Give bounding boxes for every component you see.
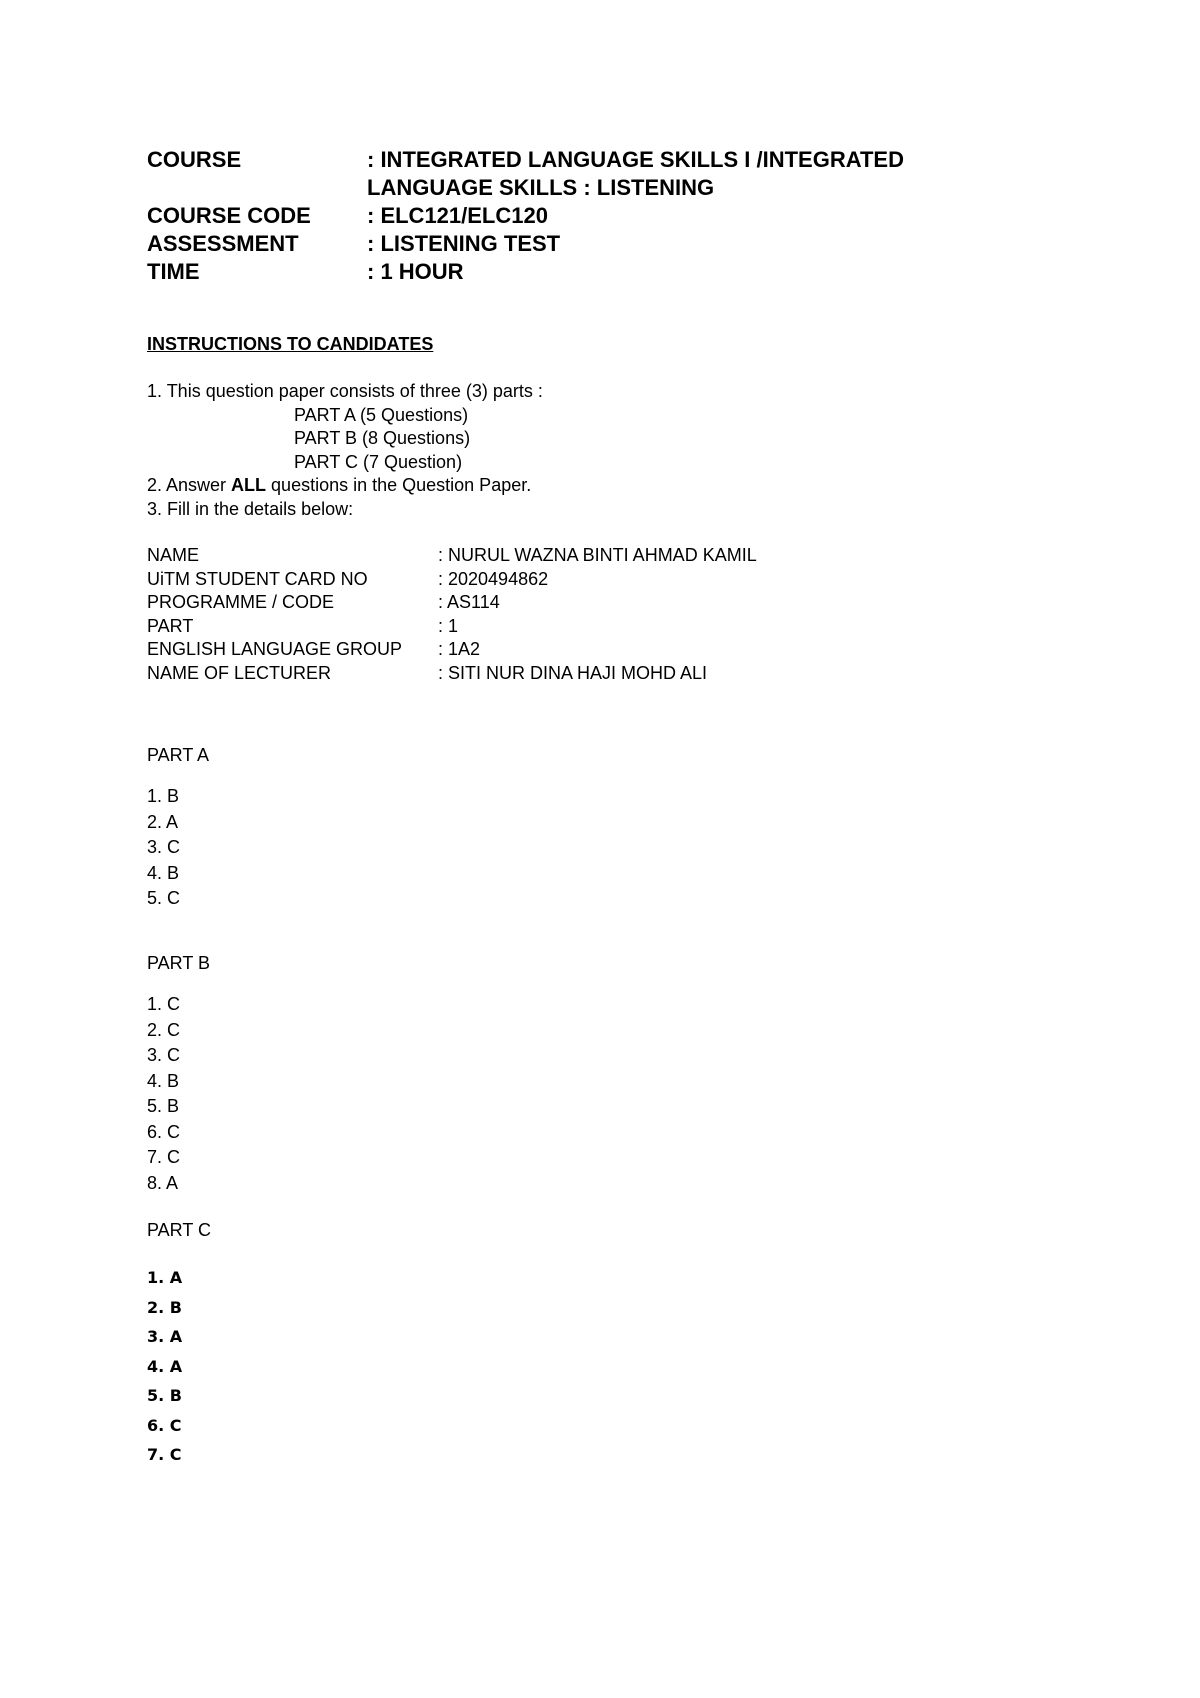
assessment-value: : LISTENING TEST bbox=[367, 231, 561, 256]
answer-item: 4. B bbox=[147, 1070, 180, 1091]
instruction-item-3: 3. Fill in the details below: bbox=[147, 498, 354, 519]
detail-label-part: PART bbox=[147, 615, 194, 636]
detail-label-lecturer: NAME OF LECTURER bbox=[147, 662, 332, 683]
answer-item: 3. C bbox=[147, 1045, 181, 1065]
detail-value-programme: : AS114 bbox=[438, 592, 500, 612]
part-a-answers bbox=[147, 784, 180, 912]
answer-item: 2. B bbox=[147, 1297, 182, 1317]
answer-item: 5. B bbox=[147, 1386, 182, 1405]
detail-label-name: NAME bbox=[147, 545, 200, 565]
answer-item: 5. B bbox=[147, 1096, 180, 1116]
answer-item: 6. C bbox=[147, 1121, 181, 1142]
instructions-title: INSTRUCTIONS TO CANDIDATES bbox=[147, 334, 434, 354]
answer-item: 7. C bbox=[147, 1445, 182, 1464]
detail-value-card: : 2020494862 bbox=[438, 568, 549, 589]
time-label: TIME bbox=[147, 259, 200, 284]
detail-label-card: UiTM STUDENT CARD NO bbox=[147, 568, 368, 589]
instruction-item-2-prefix: 2. Answer bbox=[147, 475, 232, 495]
instruction-item-2-suffix: questions in the Question Paper. bbox=[266, 475, 532, 495]
instruction-part-b: PART B (8 Questions) bbox=[294, 428, 471, 448]
detail-value-group: : 1A2 bbox=[438, 639, 481, 659]
part-c-title: PART C bbox=[147, 1220, 212, 1240]
instruction-item-2-emphasis: ALL bbox=[231, 475, 267, 495]
detail-label-programme: PROGRAMME / CODE bbox=[147, 592, 335, 612]
answer-item: 2. A bbox=[147, 811, 179, 832]
answer-item: 6. C bbox=[147, 1415, 182, 1435]
course-code-value: : ELC121/ELC120 bbox=[367, 203, 548, 228]
answer-item: 3. C bbox=[147, 837, 181, 857]
instruction-part-c: PART C (7 Question) bbox=[294, 451, 463, 472]
instruction-part-a: PART A (5 Questions) bbox=[294, 404, 469, 425]
answer-item: 7. C bbox=[147, 1147, 181, 1167]
detail-value-part: : 1 bbox=[438, 615, 459, 636]
course-value-continued: LANGUAGE SKILLS : LISTENING bbox=[367, 175, 715, 200]
answer-item: 2. C bbox=[147, 1019, 181, 1040]
answer-item: 4. B bbox=[147, 862, 180, 883]
course-code-label: COURSE CODE bbox=[147, 203, 311, 228]
answer-item: 4. A bbox=[147, 1356, 183, 1376]
answer-item: 1. C bbox=[147, 994, 181, 1014]
part-b-answers bbox=[147, 992, 180, 1196]
instructions-list bbox=[147, 380, 543, 521]
course-value: : INTEGRATED LANGUAGE SKILLS I /INTEGRATED bbox=[367, 147, 904, 172]
detail-value-name: : NURUL WAZNA BINTI AHMAD KAMIL bbox=[438, 545, 757, 565]
answer-item: 1. A bbox=[147, 1268, 183, 1287]
course-label: COURSE bbox=[147, 147, 242, 172]
instruction-item-2 bbox=[147, 474, 543, 498]
assessment-label: ASSESSMENT bbox=[147, 231, 299, 256]
part-c-answers bbox=[147, 1263, 182, 1470]
part-b-title: PART B bbox=[147, 953, 211, 973]
answer-item: 5. C bbox=[147, 888, 181, 908]
part-a-title: PART A bbox=[147, 745, 210, 765]
answer-item: 8. A bbox=[147, 1172, 179, 1193]
detail-label-group: ENGLISH LANGUAGE GROUP bbox=[147, 639, 403, 659]
answer-item: 1. B bbox=[147, 786, 180, 806]
detail-value-lecturer: : SITI NUR DINA HAJI MOHD ALI bbox=[438, 662, 708, 683]
answer-item: 3. A bbox=[147, 1327, 183, 1346]
time-value: : 1 HOUR bbox=[367, 259, 464, 284]
instruction-item-1: 1. This question paper consists of three (3) parts : bbox=[147, 381, 543, 401]
